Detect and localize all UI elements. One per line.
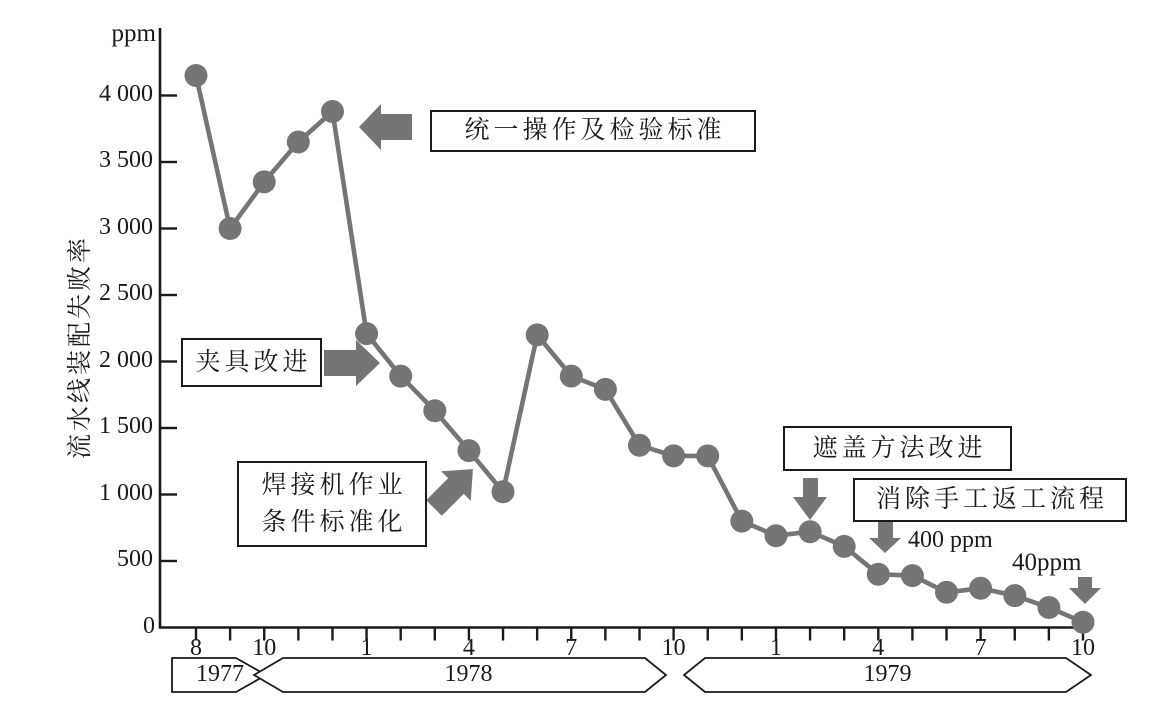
arrow-down-rework-icon bbox=[869, 521, 901, 553]
y-tick-label: 3 500 bbox=[99, 147, 153, 173]
annotation-text: 夹具改进 bbox=[195, 348, 312, 376]
data-point bbox=[457, 439, 480, 462]
y-tick-label: 1 500 bbox=[99, 413, 153, 439]
x-tick-label: 1 bbox=[360, 635, 373, 661]
data-point bbox=[321, 100, 344, 123]
annotation-box-fixture bbox=[181, 338, 322, 387]
annotation-text: 统一操作及检验标准 bbox=[464, 117, 726, 145]
data-point bbox=[594, 378, 617, 401]
data-point bbox=[628, 434, 651, 457]
y-tick-label: 500 bbox=[117, 546, 153, 572]
data-point bbox=[287, 131, 310, 154]
x-tick-label: 4 bbox=[872, 635, 885, 661]
data-point bbox=[355, 322, 378, 345]
annotation-box-welder bbox=[237, 461, 427, 547]
arrow-up-right-icon bbox=[419, 454, 488, 523]
annotation-text-line2: 条件标准化 bbox=[261, 509, 407, 536]
data-point bbox=[185, 64, 208, 87]
data-point bbox=[253, 170, 276, 193]
arrow-right-icon bbox=[324, 340, 380, 386]
data-point bbox=[696, 444, 719, 467]
arrow-down-masking-icon bbox=[793, 478, 827, 520]
annotation-box-rework bbox=[853, 478, 1127, 522]
data-point bbox=[526, 323, 549, 346]
data-point bbox=[423, 399, 446, 422]
y-axis-title: 流水线装配失败率 bbox=[67, 234, 94, 459]
year-label-1978: 1978 bbox=[444, 661, 493, 687]
x-tick-label: 1 bbox=[769, 635, 782, 661]
value-label-40ppm: 40ppm bbox=[1012, 549, 1082, 576]
data-point bbox=[935, 581, 958, 604]
data-point bbox=[833, 535, 856, 558]
x-tick-label: 7 bbox=[974, 635, 987, 661]
data-point bbox=[389, 365, 412, 388]
year-label-1977: 1977 bbox=[196, 661, 244, 687]
x-tick-label: 4 bbox=[462, 635, 475, 661]
y-tick-label: 4 000 bbox=[99, 80, 153, 107]
arrow-left-icon bbox=[359, 104, 412, 150]
data-point bbox=[662, 444, 685, 467]
y-tick-label: 3 000 bbox=[99, 213, 153, 240]
x-tick-label: 10 bbox=[661, 635, 686, 661]
data-point bbox=[492, 480, 515, 503]
data-point bbox=[560, 365, 583, 388]
annotation-box-masking bbox=[783, 426, 1012, 471]
data-point bbox=[219, 217, 242, 240]
x-tick-label: 8 bbox=[190, 635, 202, 661]
y-axis-unit-label: ppm bbox=[111, 20, 156, 47]
data-point bbox=[867, 563, 890, 586]
value-label-400ppm: 400 ppm bbox=[908, 527, 993, 553]
x-tick-label: 10 bbox=[1070, 635, 1095, 661]
data-point bbox=[799, 520, 822, 543]
data-point bbox=[901, 564, 924, 587]
y-tick-label: 2 000 bbox=[99, 346, 153, 373]
arrow-down-40ppm-icon bbox=[1069, 577, 1101, 604]
data-point bbox=[969, 577, 992, 600]
data-point bbox=[1072, 611, 1095, 634]
y-tick-label: 2 500 bbox=[99, 280, 153, 306]
y-tick-label: 1 000 bbox=[99, 479, 153, 506]
data-point bbox=[1037, 596, 1060, 619]
annotation-box-unified-standard bbox=[430, 110, 756, 152]
x-tick-label: 10 bbox=[252, 635, 277, 661]
x-tick-label: 7 bbox=[565, 635, 578, 661]
annotation-text: 消除手工返工流程 bbox=[875, 486, 1108, 514]
origin-zero-label: 0 bbox=[143, 613, 155, 639]
data-point bbox=[765, 524, 788, 547]
annotation-text-line1: 焊接机作业 bbox=[261, 471, 407, 499]
year-label-1979: 1979 bbox=[863, 661, 912, 687]
data-point bbox=[1003, 584, 1026, 607]
data-point bbox=[730, 510, 753, 533]
annotation-text: 遮盖方法改进 bbox=[812, 434, 987, 462]
